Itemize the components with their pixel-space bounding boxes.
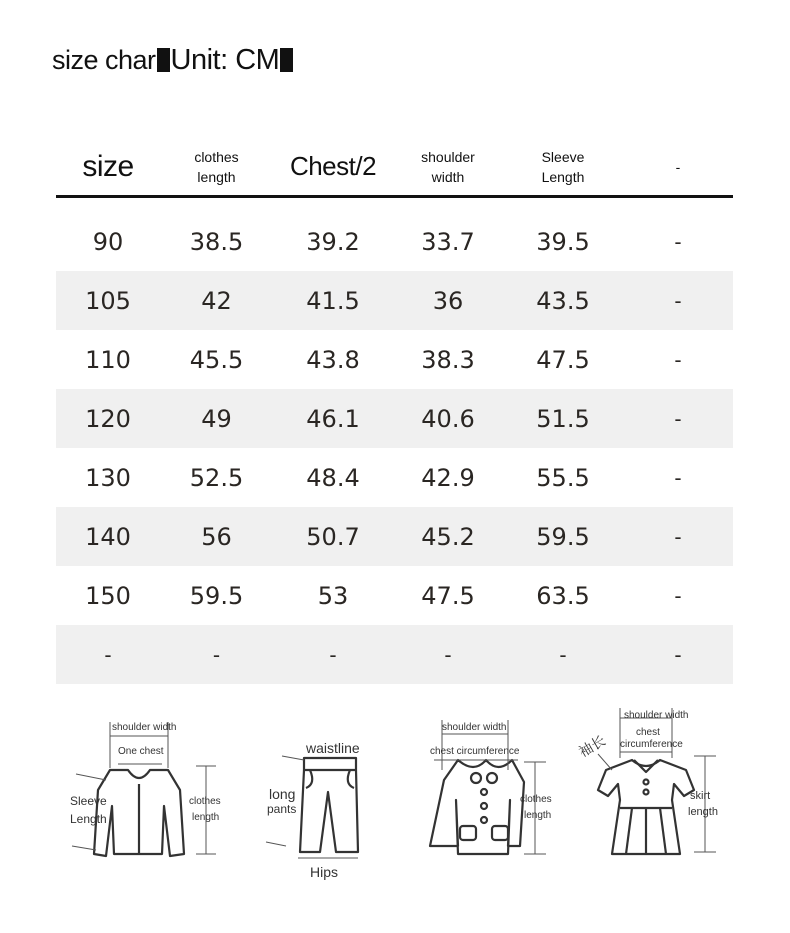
dress-diagram	[576, 700, 736, 870]
table-cell: 50.7	[273, 507, 393, 566]
column-header-text: -	[675, 158, 681, 175]
table-cell: 140	[56, 507, 160, 566]
column-header-text: Length	[541, 168, 585, 185]
table-cell: 45.2	[393, 507, 503, 566]
coat-chest-circumference-label: chest circumference	[430, 746, 520, 757]
shirt-clothes-length-label: length	[192, 812, 220, 823]
table-cell: 46.1	[273, 389, 393, 448]
table-row	[56, 389, 733, 448]
table-cell: 38.3	[393, 330, 503, 389]
table-cell: 43.8	[273, 330, 393, 389]
table-cell: -	[503, 625, 623, 684]
table-row	[56, 271, 733, 330]
column-header-text: shoulder	[421, 148, 475, 165]
dress-length-label: length	[688, 806, 718, 818]
missing-glyph-icon	[280, 48, 293, 72]
table-cell: -	[623, 625, 733, 684]
table-row	[56, 330, 733, 389]
dress-sleeve-cn-label: 袖长	[575, 732, 609, 760]
table-cell: 42.9	[393, 448, 503, 507]
shirt-one-chest-label: One chest	[118, 746, 164, 757]
column-header-1	[160, 138, 273, 197]
measurement-diagrams	[0, 700, 790, 900]
table-cell: 110	[56, 330, 160, 389]
spacer-cell	[56, 197, 733, 213]
table-cell: -	[623, 330, 733, 389]
table-cell: 43.5	[503, 271, 623, 330]
table-cell: -	[623, 212, 733, 271]
pants-pants-label: pants	[267, 802, 297, 816]
column-header-4	[503, 138, 623, 197]
shirt-length-label: Length	[70, 812, 107, 826]
table-cell: 53	[273, 566, 393, 625]
table-cell: 36	[393, 271, 503, 330]
coat-length-label: length	[524, 810, 552, 821]
missing-glyph-icon	[157, 48, 170, 72]
dress-shoulder-width-label: shoulder width	[624, 710, 689, 721]
table-row	[56, 507, 733, 566]
shirt-diagram	[66, 700, 236, 860]
table-cell: 33.7	[393, 212, 503, 271]
dress-chest-label: chest	[636, 727, 660, 738]
coat-clothes-label: clothes	[520, 794, 552, 805]
dress-circumference-label: circumference	[620, 739, 683, 750]
table-cell: 51.5	[503, 389, 623, 448]
table-cell: 59.5	[160, 566, 273, 625]
column-header-text: width	[431, 168, 465, 185]
table-cell: 52.5	[160, 448, 273, 507]
table-cell: 42	[160, 271, 273, 330]
pants-long-label: long	[269, 786, 296, 802]
table-cell: -	[623, 566, 733, 625]
table-cell: -	[623, 507, 733, 566]
size-table	[56, 138, 733, 684]
table-cell: 47.5	[503, 330, 623, 389]
table-cell: 150	[56, 566, 160, 625]
table-cell: 130	[56, 448, 160, 507]
column-header-3	[393, 138, 503, 197]
table-row	[56, 625, 733, 684]
column-header-text: Chest/2	[289, 151, 377, 181]
table-row	[56, 212, 733, 271]
table-row	[56, 448, 733, 507]
table-cell: 49	[160, 389, 273, 448]
coat-shoulder-width-label: shoulder width	[442, 722, 507, 733]
pants-diagram	[262, 700, 372, 890]
table-cell: 120	[56, 389, 160, 448]
table-cell: 45.5	[160, 330, 273, 389]
column-header-text: Sleeve	[541, 148, 585, 165]
table-cell: 39.5	[503, 212, 623, 271]
title-unit: Unit: CM	[170, 44, 280, 76]
shirt-sleeve-label: Sleeve	[70, 794, 107, 808]
table-cell: -	[56, 625, 160, 684]
table-cell: -	[273, 625, 393, 684]
table-spacer	[56, 197, 733, 213]
pants-hips-label: Hips	[310, 864, 339, 880]
table-cell: 38.5	[160, 212, 273, 271]
table-cell: 56	[160, 507, 273, 566]
pants-waistline-label: waistline	[306, 740, 360, 756]
dress-icon	[576, 700, 736, 870]
coat-diagram	[424, 700, 564, 870]
shirt-shoulder-width-label: shoulder width	[112, 722, 177, 733]
table-cell: 105	[56, 271, 160, 330]
column-header-0	[56, 138, 160, 197]
column-header-text: clothes	[194, 148, 239, 165]
table-body	[56, 197, 733, 685]
table-cell: -	[393, 625, 503, 684]
column-header-2	[273, 138, 393, 197]
column-header-text: size	[82, 149, 134, 183]
table-cell: 63.5	[503, 566, 623, 625]
table-cell: -	[160, 625, 273, 684]
table-cell: 47.5	[393, 566, 503, 625]
table-cell: 90	[56, 212, 160, 271]
table-cell: -	[623, 448, 733, 507]
table-cell: -	[623, 389, 733, 448]
table-cell: 41.5	[273, 271, 393, 330]
title-prefix: size char	[52, 45, 156, 75]
column-header-5	[623, 138, 733, 197]
dress-skirt-label: skirt	[690, 790, 711, 802]
table-row	[56, 566, 733, 625]
table-cell: -	[623, 271, 733, 330]
column-header-text: length	[197, 168, 236, 185]
shirt-clothes-label: clothes	[189, 796, 221, 807]
table-cell: 40.6	[393, 389, 503, 448]
table-cell: 55.5	[503, 448, 623, 507]
table-cell: 48.4	[273, 448, 393, 507]
table-cell: 59.5	[503, 507, 623, 566]
page-title	[52, 44, 294, 77]
table-header-row	[56, 138, 733, 197]
table-cell: 39.2	[273, 212, 393, 271]
